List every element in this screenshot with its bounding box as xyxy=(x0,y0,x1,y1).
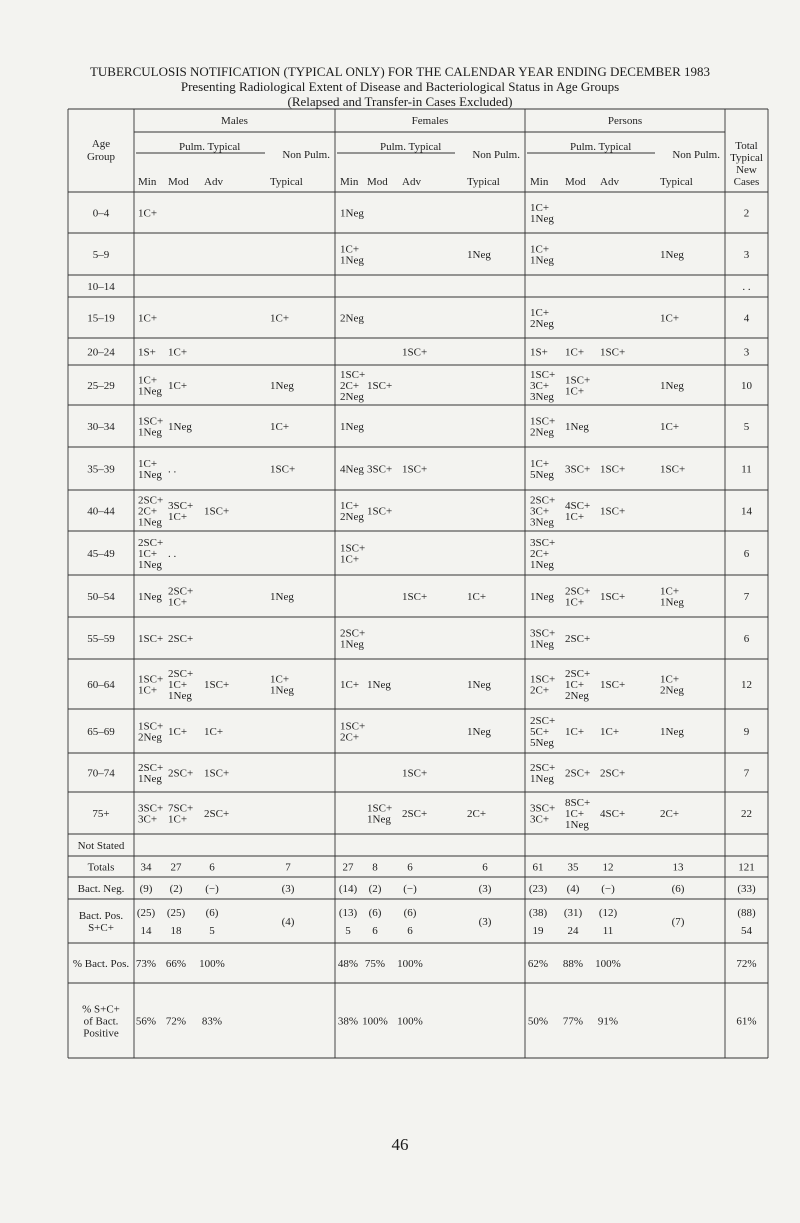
summary-value: (6) xyxy=(205,907,219,919)
data-cell: 1C+ xyxy=(660,312,680,325)
total-cell: 7 xyxy=(743,767,750,780)
data-cell: 1Neg xyxy=(138,469,162,481)
data-cell: 1C+ xyxy=(270,312,290,325)
age-cell: Not Stated xyxy=(77,840,125,852)
report-note: (Relapsed and Transfer-in Cases Excluded) xyxy=(287,94,513,109)
age-cell: 65–69 xyxy=(87,726,115,738)
data-cell: 1C+ xyxy=(168,511,188,523)
summary-value: (13) xyxy=(338,907,358,919)
data-cell: 3C+ xyxy=(530,380,550,392)
data-cell: 1C+ xyxy=(138,207,158,220)
age-cell: 45–49 xyxy=(87,548,115,560)
summary-value: 12 xyxy=(602,861,614,874)
data-cell: 3SC+ xyxy=(530,802,556,815)
data-cell: 1C+ xyxy=(530,202,550,214)
data-cell: 1Neg xyxy=(530,591,554,603)
summary-value: (38) xyxy=(528,907,548,919)
group-header: Males xyxy=(221,115,248,127)
summary-label: % Bact. Pos. xyxy=(72,958,130,970)
total-cell: 10 xyxy=(741,380,752,392)
data-cell: 1C+ xyxy=(168,346,188,359)
total-cell: 6 xyxy=(743,633,750,645)
total-cell: 3 xyxy=(743,346,750,359)
data-cell: 1SC+ xyxy=(402,346,428,359)
summary-value: 66% xyxy=(165,958,187,970)
summary-value: 35 xyxy=(567,861,579,874)
age-cell: 5–9 xyxy=(92,249,110,261)
data-cell: 1Neg xyxy=(530,254,554,267)
data-cell: 2C+ xyxy=(340,380,360,392)
data-cell: 1Neg xyxy=(168,690,192,702)
summary-value: 6 xyxy=(407,861,413,874)
summary-label: S+C+ xyxy=(88,922,114,934)
data-cell: 1SC+ xyxy=(402,463,428,476)
data-cell: 1C+ xyxy=(565,596,585,609)
data-cell: 2C+ xyxy=(340,731,360,744)
sub-header: Mod xyxy=(565,176,586,188)
data-cell: 1Neg xyxy=(367,813,391,826)
data-cell: 1SC+ xyxy=(340,720,366,733)
summary-value: 100% xyxy=(362,1015,388,1028)
data-cell: 1SC+ xyxy=(138,673,164,686)
data-cell: 1Neg xyxy=(530,559,554,571)
summary-value: 100% xyxy=(397,1015,423,1028)
data-cell: 3SC+ xyxy=(565,463,591,476)
summary-value: (14) xyxy=(338,883,358,895)
total-cell: 14 xyxy=(741,505,752,518)
summary-value: 14 xyxy=(140,925,152,937)
data-cell: 1Neg xyxy=(340,638,364,651)
data-cell: 1C+ xyxy=(168,679,188,691)
summary-value: (3) xyxy=(281,883,295,895)
total-cell: 11 xyxy=(741,463,752,476)
data-cell: 1C+ xyxy=(340,553,360,566)
summary-value: (2) xyxy=(368,883,382,895)
total-cell: 3 xyxy=(743,249,750,261)
data-cell: 2SC+ xyxy=(138,537,164,549)
age-cell: 25–29 xyxy=(87,380,115,392)
data-cell: 1SC+ xyxy=(402,767,428,780)
data-cell: 2SC+ xyxy=(565,767,591,780)
age-cell: 55–59 xyxy=(87,633,115,645)
data-cell: 1S+ xyxy=(530,346,548,359)
data-cell: 2SC+ xyxy=(565,585,591,598)
data-cell: 5Neg xyxy=(530,469,554,481)
data-cell: 1C+ xyxy=(204,726,224,738)
pulm-header: Pulm. Typical xyxy=(179,141,241,153)
summary-value: (4) xyxy=(281,916,295,928)
data-cell: 1Neg xyxy=(660,596,684,609)
sub-header: Adv xyxy=(402,176,421,188)
summary-total: 54 xyxy=(741,925,752,937)
data-cell: 1C+ xyxy=(168,596,188,609)
summary-total: 72% xyxy=(736,958,757,970)
summary-value: 27 xyxy=(342,861,354,874)
summary-value: 50% xyxy=(527,1015,549,1028)
data-cell: 1SC+ xyxy=(530,415,556,428)
data-cell: 1C+ xyxy=(565,346,585,359)
summary-value: 61 xyxy=(532,861,544,874)
data-cell: 1S+ xyxy=(138,346,156,359)
summary-value: (7) xyxy=(671,916,685,928)
summary-value: 6 xyxy=(482,861,488,874)
data-cell: 1C+ xyxy=(660,673,680,686)
summary-value: 19 xyxy=(532,925,544,937)
data-cell: 1C+ xyxy=(340,243,360,256)
summary-value: 75% xyxy=(364,958,386,970)
summary-label: Bact. Pos. xyxy=(78,910,124,922)
data-cell: 1Neg xyxy=(270,591,294,603)
data-cell: 2SC+ xyxy=(138,762,164,774)
summary-value: (12) xyxy=(598,907,618,919)
data-cell: 2C+ xyxy=(467,808,487,820)
data-cell: 1Neg xyxy=(138,773,162,785)
data-cell: 1Neg xyxy=(660,726,684,738)
data-cell: 2SC+ xyxy=(530,715,556,727)
data-cell: 1SC+ xyxy=(600,346,626,359)
page-number: 46 xyxy=(391,1135,409,1154)
data-cell: 2SC+ xyxy=(402,808,428,820)
summary-value: 88% xyxy=(562,958,584,970)
age-cell: 10–14 xyxy=(87,281,115,293)
summary-value: 8 xyxy=(372,861,378,874)
data-cell: 2SC+ xyxy=(530,494,556,507)
data-cell: 2SC+ xyxy=(340,627,366,640)
age-header: Age xyxy=(91,138,111,150)
summary-value: 18 xyxy=(170,925,182,937)
data-cell: 1SC+ xyxy=(340,542,366,555)
data-cell: 2Neg xyxy=(530,426,554,439)
data-cell: 3SC+ xyxy=(168,500,194,512)
data-cell: 8SC+ xyxy=(565,797,591,809)
data-cell: 1Neg xyxy=(530,638,554,651)
data-cell: 1C+ xyxy=(138,374,158,387)
summary-value: 6 xyxy=(209,861,215,874)
age-cell: 40–44 xyxy=(87,505,115,518)
data-cell: 1SC+ xyxy=(530,673,556,686)
data-cell: 5Neg xyxy=(530,737,554,749)
data-cell: 2Neg xyxy=(530,318,554,330)
data-cell: 2SC+ xyxy=(168,585,194,598)
data-cell: 2SC+ xyxy=(204,808,230,820)
age-cell: 30–34 xyxy=(87,421,115,433)
data-cell: 1C+ xyxy=(565,808,585,820)
data-cell: 4SC+ xyxy=(565,500,591,512)
sub-header: Min xyxy=(530,176,549,188)
summary-value: 27 xyxy=(170,861,182,874)
summary-value: 34 xyxy=(140,861,152,874)
data-cell: 2Neg xyxy=(340,312,364,325)
data-cell: 1C+ xyxy=(530,243,550,256)
data-cell: 1Neg xyxy=(138,559,162,571)
data-cell: 2SC+ xyxy=(565,668,591,680)
data-cell: 1SC+ xyxy=(270,463,296,476)
summary-value: (3) xyxy=(478,883,492,895)
data-cell: 3C+ xyxy=(530,505,550,518)
data-cell: 1SC+ xyxy=(600,463,626,476)
summary-label: Bact. Neg. xyxy=(77,883,125,895)
total-cell: 4 xyxy=(743,312,750,325)
data-cell: 1C+ xyxy=(168,813,188,826)
summary-value: (2) xyxy=(169,883,183,895)
summary-value: 11 xyxy=(602,925,614,937)
data-cell: 1SC+ xyxy=(367,505,393,518)
summary-value: 48% xyxy=(337,958,359,970)
sub-header: Mod xyxy=(367,176,388,188)
data-cell: 1SC+ xyxy=(138,415,164,428)
data-cell: 1Neg xyxy=(168,421,192,433)
group-header: Persons xyxy=(607,115,643,127)
data-cell: 1Neg xyxy=(530,773,554,785)
summary-value: 24 xyxy=(567,925,579,937)
data-cell: 1Neg xyxy=(270,684,294,697)
data-cell: . . xyxy=(168,463,177,476)
sub-header: Typical xyxy=(467,176,500,188)
summary-value: 6 xyxy=(372,925,378,937)
data-cell: 1SC+ xyxy=(138,633,164,645)
data-cell: 1C+ xyxy=(138,312,158,325)
summary-value: (−) xyxy=(205,883,219,895)
summary-value: 72% xyxy=(165,1015,187,1028)
age-cell: 75+ xyxy=(92,808,110,820)
total-cell: 22 xyxy=(741,808,752,820)
data-cell: 2Neg xyxy=(340,391,364,403)
data-cell: 2SC+ xyxy=(600,767,626,780)
data-cell: 1Neg xyxy=(138,516,162,529)
total-cell: 12 xyxy=(741,679,752,691)
sub-header: Typical xyxy=(270,176,303,188)
total-header: Total xyxy=(735,140,758,152)
data-cell: 1SC+ xyxy=(204,505,230,518)
summary-value: (6) xyxy=(671,883,685,895)
data-cell: 1C+ xyxy=(340,500,360,512)
age-cell: 50–54 xyxy=(87,591,115,603)
data-cell: 1Neg xyxy=(660,380,684,392)
nonpulm-header: Non Pulm. xyxy=(282,149,330,161)
summary-value: (3) xyxy=(478,916,492,928)
data-cell: 3Neg xyxy=(530,391,554,403)
data-cell: 1SC+ xyxy=(340,369,366,381)
data-cell: 2SC+ xyxy=(530,762,556,774)
data-cell: 1SC+ xyxy=(600,679,626,691)
data-cell: 1C+ xyxy=(660,421,680,433)
sub-header: Typical xyxy=(660,176,693,188)
summary-value: (23) xyxy=(528,883,548,895)
data-cell: 1Neg xyxy=(340,421,364,433)
data-cell: 1Neg xyxy=(138,385,162,398)
summary-value: 6 xyxy=(407,925,413,937)
nonpulm-header: Non Pulm. xyxy=(672,149,720,161)
data-cell: 2Neg xyxy=(660,684,684,697)
total-cell: . . xyxy=(742,281,751,293)
sub-header: Adv xyxy=(204,176,223,188)
summary-value: (−) xyxy=(601,883,615,895)
summary-label: Positive xyxy=(83,1027,119,1040)
data-cell: 2SC+ xyxy=(168,633,194,645)
data-cell: 1C+ xyxy=(467,591,487,603)
data-cell: 1C+ xyxy=(530,307,550,319)
data-cell: 1SC+ xyxy=(660,463,686,476)
data-cell: 3SC+ xyxy=(530,627,556,640)
nonpulm-header: Non Pulm. xyxy=(472,149,520,161)
summary-value: (31) xyxy=(563,907,583,919)
data-cell: 3C+ xyxy=(530,813,550,826)
summary-value: 5 xyxy=(345,925,351,937)
data-cell: 1C+ xyxy=(565,726,585,738)
data-cell: 1C+ xyxy=(138,548,158,560)
summary-value: 38% xyxy=(337,1015,359,1028)
data-cell: 4Neg xyxy=(340,463,364,476)
summary-total: 61% xyxy=(736,1015,757,1028)
data-cell: 1SC+ xyxy=(600,505,626,518)
data-cell: 2Neg xyxy=(565,690,589,702)
data-cell: 1SC+ xyxy=(530,369,556,381)
total-header: New xyxy=(736,164,757,176)
data-cell: 1Neg xyxy=(367,679,391,691)
summary-value: 62% xyxy=(527,958,549,970)
summary-label: of Bact. xyxy=(83,1015,119,1028)
total-header: Cases xyxy=(733,176,760,188)
total-header: Typical xyxy=(730,152,763,164)
summary-value: (4) xyxy=(566,883,580,895)
summary-value: 100% xyxy=(397,958,423,970)
data-cell: 1Neg xyxy=(270,380,294,392)
data-cell: 1Neg xyxy=(340,207,364,220)
data-cell: 1Neg xyxy=(565,421,589,433)
data-cell: 2C+ xyxy=(138,505,158,518)
data-cell: 5C+ xyxy=(530,726,550,738)
sub-header: Mod xyxy=(168,176,189,188)
data-cell: 1Neg xyxy=(530,213,554,225)
data-cell: 2Neg xyxy=(138,731,162,744)
data-cell: 3SC+ xyxy=(367,463,393,476)
data-cell: 3Neg xyxy=(530,516,554,529)
summary-value: (−) xyxy=(403,883,417,895)
data-cell: 2SC+ xyxy=(168,668,194,680)
data-cell: . . xyxy=(168,548,177,560)
age-cell: 0–4 xyxy=(92,207,110,220)
age-header: Group xyxy=(86,151,116,163)
total-cell: 7 xyxy=(743,591,750,603)
data-cell: 2C+ xyxy=(660,808,680,820)
summary-total: (33) xyxy=(737,883,756,895)
summary-value: (9) xyxy=(139,883,153,895)
data-cell: 1C+ xyxy=(660,585,680,598)
data-cell: 1C+ xyxy=(340,679,360,691)
data-cell: 1C+ xyxy=(138,684,158,697)
data-cell: 1SC+ xyxy=(600,591,626,603)
summary-value: (6) xyxy=(403,907,417,919)
data-cell: 2C+ xyxy=(530,684,550,697)
data-cell: 1SC+ xyxy=(204,767,230,780)
data-cell: 1C+ xyxy=(565,679,585,691)
data-cell: 1C+ xyxy=(565,385,585,398)
total-cell: 5 xyxy=(743,421,750,433)
data-cell: 1Neg xyxy=(565,819,589,831)
data-cell: 4SC+ xyxy=(600,808,626,820)
summary-value: (6) xyxy=(368,907,382,919)
data-cell: 3SC+ xyxy=(138,802,164,815)
report-title: TUBERCULOSIS NOTIFICATION (TYPICAL ONLY) FOR THE CALENDAR YEAR ENDING DECEMBER 1983 xyxy=(89,64,711,79)
summary-value: 77% xyxy=(562,1015,584,1028)
data-cell: 1SC+ xyxy=(402,591,428,603)
group-header: Females xyxy=(411,115,449,127)
total-cell: 6 xyxy=(743,548,750,560)
data-cell: 2SC+ xyxy=(168,767,194,780)
data-cell: 1C+ xyxy=(600,726,620,738)
data-cell: 2C+ xyxy=(530,548,550,560)
data-cell: 1C+ xyxy=(565,511,585,523)
data-cell: 3SC+ xyxy=(530,537,556,549)
pulm-header: Pulm. Typical xyxy=(380,141,442,153)
summary-value: (25) xyxy=(136,907,156,919)
sub-header: Adv xyxy=(600,176,619,188)
summary-label: Totals xyxy=(87,861,115,874)
data-cell: 1SC+ xyxy=(204,679,230,691)
total-cell: 9 xyxy=(743,726,750,738)
data-cell: 2SC+ xyxy=(138,494,164,507)
data-cell: 1Neg xyxy=(340,254,364,267)
summary-value: 100% xyxy=(199,958,225,970)
data-cell: 1SC+ xyxy=(367,802,393,815)
summary-total: (88) xyxy=(737,907,756,919)
data-cell: 1Neg xyxy=(138,591,162,603)
data-cell: 1SC+ xyxy=(367,380,393,392)
data-cell: 2Neg xyxy=(340,511,364,523)
sub-header: Min xyxy=(340,176,359,188)
summary-total: 121 xyxy=(738,861,755,874)
summary-value: 91% xyxy=(597,1015,619,1028)
pulm-header: Pulm. Typical xyxy=(570,141,632,153)
report-subtitle: Presenting Radiological Extent of Disease and Bacteriological Status in Age Groups xyxy=(180,79,620,94)
total-cell: 2 xyxy=(743,207,750,220)
age-cell: 35–39 xyxy=(87,463,115,476)
sub-header: Min xyxy=(138,176,157,188)
data-cell: 1C+ xyxy=(138,458,158,470)
age-cell: 20–24 xyxy=(87,346,115,359)
data-cell: 7SC+ xyxy=(168,802,194,815)
summary-label: % S+C+ xyxy=(82,1003,120,1016)
data-cell: 3C+ xyxy=(138,813,158,826)
data-cell: 1SC+ xyxy=(138,720,164,733)
summary-value: 13 xyxy=(672,861,684,874)
data-cell: 1C+ xyxy=(530,458,550,470)
data-cell: 1C+ xyxy=(270,673,290,686)
data-cell: 1C+ xyxy=(168,726,188,738)
summary-value: 7 xyxy=(285,861,291,874)
data-cell: 1Neg xyxy=(467,726,491,738)
data-cell: 1Neg xyxy=(467,249,491,261)
data-cell: 1Neg xyxy=(467,679,491,691)
summary-value: 73% xyxy=(135,958,157,970)
summary-value: (25) xyxy=(166,907,186,919)
summary-value: 56% xyxy=(135,1015,157,1028)
age-cell: 60–64 xyxy=(87,679,115,691)
data-cell: 1C+ xyxy=(168,380,188,392)
data-cell: 1SC+ xyxy=(565,374,591,387)
summary-value: 5 xyxy=(209,925,215,937)
age-cell: 15–19 xyxy=(87,312,115,325)
age-cell: 70–74 xyxy=(87,767,115,780)
summary-value: 100% xyxy=(595,958,621,970)
data-cell: 2SC+ xyxy=(565,633,591,645)
data-cell: 1Neg xyxy=(660,249,684,261)
data-cell: 1C+ xyxy=(270,421,290,433)
summary-value: 83% xyxy=(201,1015,223,1028)
data-cell: 1Neg xyxy=(138,426,162,439)
